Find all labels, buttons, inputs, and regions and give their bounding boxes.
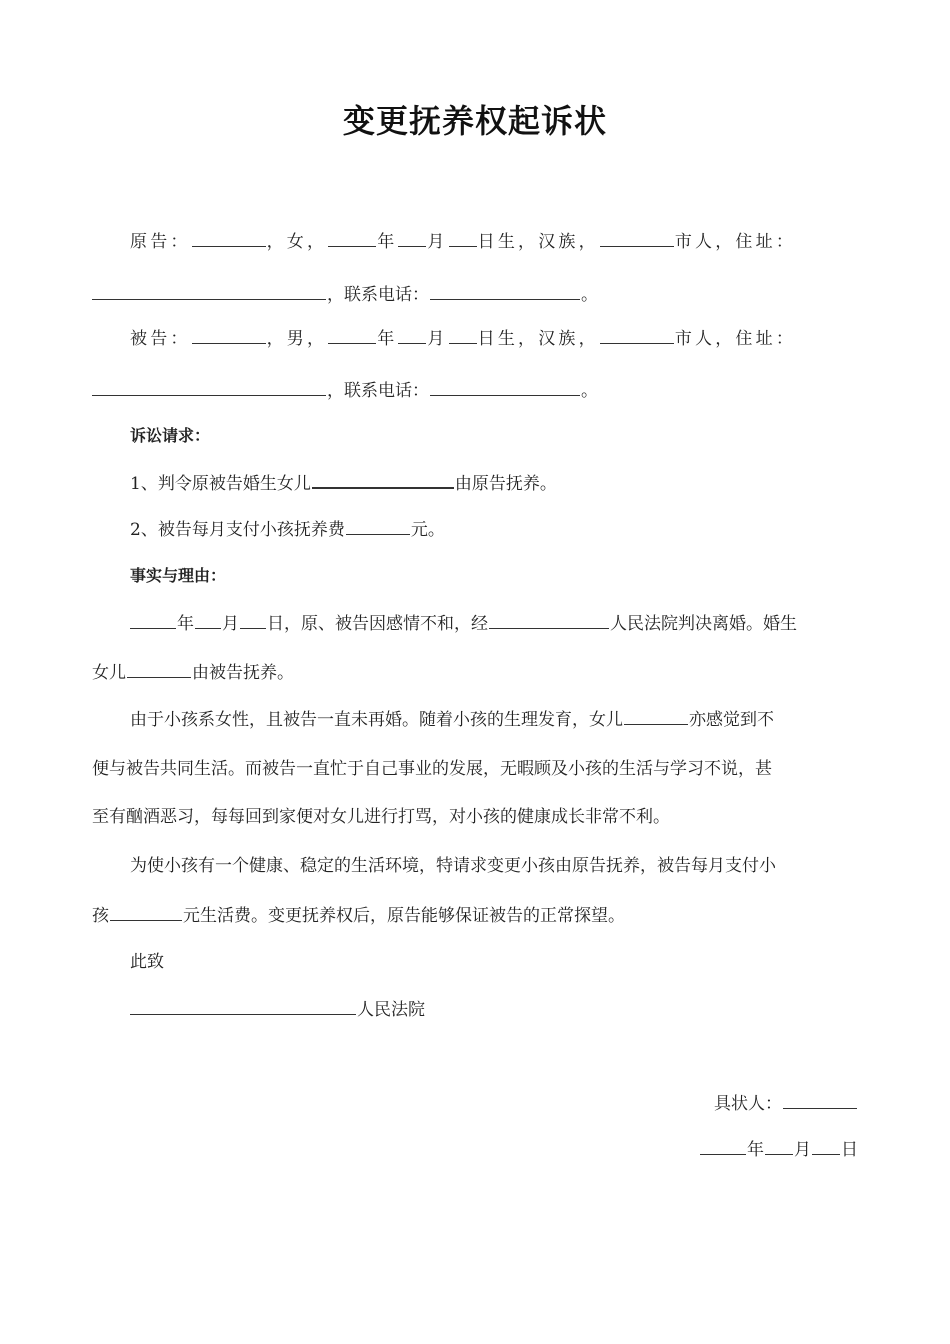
- claim-1-text-end: 由原告抚养。: [454, 474, 557, 494]
- facts-p1-text-4: 由被告抚养。: [192, 663, 294, 683]
- facts-heading: 事实与理由：: [130, 566, 227, 585]
- plaintiff-phone-blank: [430, 282, 580, 300]
- signer-line: [714, 1091, 858, 1116]
- claim-item-1: [130, 470, 862, 496]
- facts-p3-text: 孩: [92, 906, 109, 926]
- plaintiff-phone-label: ，联系电话：: [327, 285, 429, 305]
- claim-item-2: [130, 517, 862, 542]
- claim-1-text: 1、判令原被告婚生女儿: [130, 474, 311, 494]
- divorce-day-blank: [240, 611, 266, 629]
- facts-paragraph-3-line-1: 为使小孩有一个健康、稳定的生活环境，特请求变更小孩由原告抚养，被告每月支付小: [130, 856, 776, 876]
- daughter-name-blank: [127, 660, 191, 678]
- plaintiff-birth-year-blank: [328, 229, 376, 247]
- period: 。: [581, 285, 598, 305]
- facts-p2-text-2: 亦感觉到不: [689, 710, 774, 730]
- plaintiff-birth-day-blank: [449, 229, 477, 247]
- closing-salutation: 此致: [130, 952, 164, 972]
- document-title: 变更抚养权起诉状: [342, 102, 607, 140]
- support-amount-blank: [346, 517, 410, 535]
- facts-p2-text: 由于小孩系女性，且被告一直未再婚。随着小孩的生理发育，女儿: [130, 710, 623, 730]
- daughter-name-blank: [624, 707, 688, 725]
- defendant-city-address-label: 市人，住址：: [674, 329, 797, 349]
- year-label: 年: [377, 329, 398, 349]
- defendant-birth-month-blank: [398, 326, 426, 344]
- divorce-month-blank: [195, 611, 221, 629]
- defendant-birth-day-blank: [449, 326, 477, 344]
- court-label: 人民法院: [357, 1000, 425, 1020]
- living-expense-blank: [110, 903, 182, 921]
- defendant-address-blank: [92, 378, 326, 396]
- plaintiff-birth-month-blank: [398, 229, 426, 247]
- defendant-info-line: [130, 326, 862, 351]
- facts-paragraph-2-line-1: [130, 707, 862, 732]
- month-label: 月: [427, 329, 448, 349]
- year-label: 年: [177, 614, 194, 634]
- defendant-city-blank: [600, 326, 674, 344]
- facts-p1-text: 日，原、被告因感情不和，经: [267, 614, 488, 634]
- facts-paragraph-2-line-2: 便与被告共同生活。而被告一直忙于自己事业的发展，无暇顾及小孩的生活与学习不说，甚: [92, 759, 772, 779]
- date-day-blank: [812, 1137, 840, 1155]
- daughter-name-blank: [312, 470, 454, 489]
- defendant-birth-year-blank: [328, 326, 376, 344]
- facts-paragraph-1-line-2: [92, 660, 862, 685]
- defendant-phone-blank: [430, 378, 580, 396]
- addressee-court-line: [130, 997, 862, 1022]
- claims-heading: 诉讼请求：: [130, 426, 211, 445]
- plaintiff-city-blank: [600, 229, 674, 247]
- court-name-blank: [130, 997, 356, 1015]
- facts-paragraph-1-line-1: [130, 611, 862, 636]
- year-label: 年: [747, 1140, 764, 1160]
- defendant-label: 被告：: [130, 329, 191, 349]
- day-label: 日: [841, 1140, 858, 1160]
- plaintiff-name-blank: [192, 229, 266, 247]
- plaintiff-city-address-label: 市人，住址：: [674, 232, 797, 252]
- divorce-year-blank: [130, 611, 176, 629]
- plaintiff-label: 原告：: [130, 232, 191, 252]
- date-year-blank: [700, 1137, 746, 1155]
- facts-paragraph-2-line-3: 至有酗酒恶习，每每回到家便对女儿进行打骂，对小孩的健康成长非常不利。: [92, 807, 670, 827]
- facts-p1-text-2: 人民法院判决离婚。婚生: [610, 614, 797, 634]
- defendant-gender: ，男，: [266, 329, 328, 349]
- month-label: 月: [794, 1140, 811, 1160]
- claim-2-text-end: 元。: [410, 520, 445, 540]
- defendant-address-line: [92, 378, 862, 403]
- defendant-phone-label: ，联系电话：: [327, 381, 429, 401]
- defendant-name-blank: [192, 326, 266, 344]
- date-month-blank: [765, 1137, 793, 1155]
- facts-p3-text-2: 元生活费。变更抚养权后，原告能够保证被告的正常探望。: [183, 906, 625, 926]
- plaintiff-gender: ，女，: [266, 232, 328, 252]
- plaintiff-info-line: [130, 229, 862, 254]
- claim-2-text: 2、被告每月支付小孩抚养费: [130, 520, 345, 540]
- month-label: 月: [427, 232, 448, 252]
- court-name-blank: [489, 611, 609, 629]
- defendant-birth-ethnicity: 日生，汉族，: [477, 329, 599, 349]
- signer-name-blank: [783, 1091, 857, 1109]
- facts-paragraph-3-line-2: [92, 903, 862, 928]
- period: 。: [581, 381, 598, 401]
- plaintiff-address-line: [92, 282, 862, 307]
- month-label: 月: [222, 614, 239, 634]
- plaintiff-birth-ethnicity: 日生，汉族，: [477, 232, 599, 252]
- year-label: 年: [377, 232, 398, 252]
- plaintiff-address-blank: [92, 282, 326, 300]
- signer-label: 具状人：: [714, 1094, 782, 1114]
- date-line: [699, 1137, 858, 1162]
- facts-p1-text-3: 女儿: [92, 663, 126, 683]
